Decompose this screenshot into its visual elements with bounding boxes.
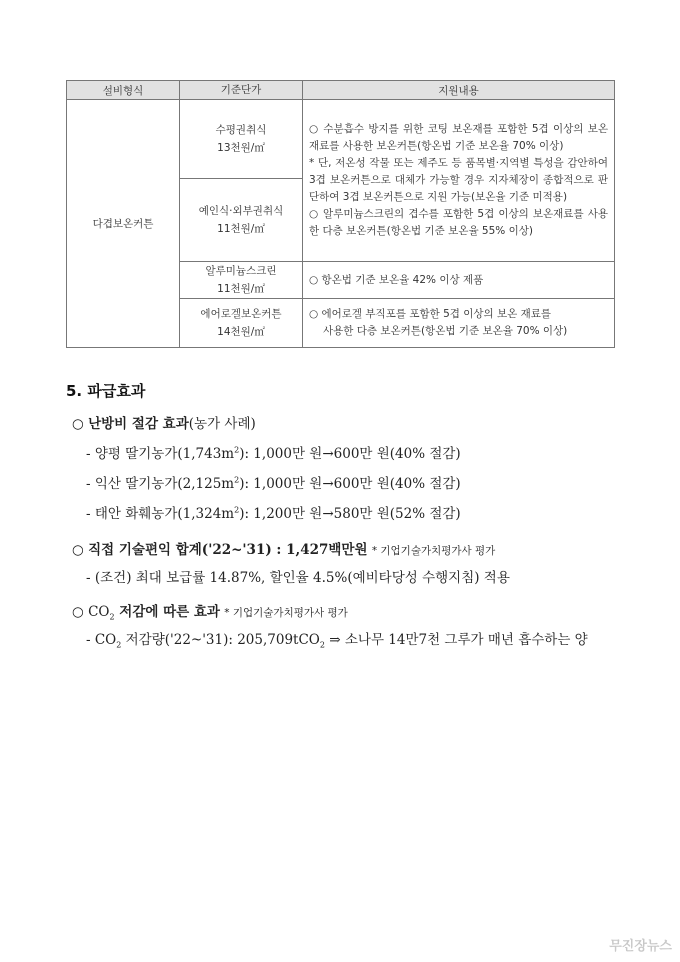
section-title: 5. 파급효과 xyxy=(66,382,146,400)
price-cell xyxy=(180,100,303,179)
row-name: 에어로겔보온커튼 xyxy=(200,308,282,320)
case-text: - 익산 딸기농가(2,125m xyxy=(86,476,235,492)
support-spec-table xyxy=(66,80,615,348)
equipment-type-cell: 다겹보온커튼 xyxy=(67,100,180,348)
case-tail: ): 1,200만 원→580만 원(52% 절감) xyxy=(239,506,461,522)
header-unit-price: 기준단가 xyxy=(180,81,303,100)
item-heading-rest: (농가 사례) xyxy=(188,416,256,432)
list-item xyxy=(86,442,461,462)
superscript: 2 xyxy=(234,475,240,485)
content-cell xyxy=(303,100,615,262)
list-item xyxy=(86,502,461,522)
header-equipment-type: 설비형식 xyxy=(67,81,180,100)
price-cell xyxy=(180,299,303,348)
case-tail: ): 1,000만 원→600만 원(40% 절감) xyxy=(239,476,461,492)
row-name: 알루미늄스크린 xyxy=(205,265,277,277)
case-text: - 양평 딸기농가(1,743m xyxy=(86,446,235,462)
header-support-content: 지원내용 xyxy=(303,81,615,100)
list-item xyxy=(86,472,461,492)
item-heading: 난방비 절감 효과 xyxy=(88,416,189,432)
co2-label xyxy=(88,604,115,620)
case-text: - 태안 화훼농가(1,324m xyxy=(86,506,235,522)
effect-item-co2 xyxy=(72,600,348,622)
content-line: 사용한 다층 보온커튼(항온법 기준 보온율 70% 이상) xyxy=(323,325,568,337)
co2-mid: 저감량('22~'31): 205,709tCO xyxy=(121,632,320,648)
list-item: - (조건) 최대 보급률 14.87%, 할인율 4.5%(예비타당성 수행지침) 적용 xyxy=(86,570,510,586)
row-price: 11천원/㎡ xyxy=(217,223,265,235)
co2-post: ⇒ 소나무 14만7천 그루가 매년 흡수하는 양 xyxy=(324,632,588,648)
bullet-circle: ○ xyxy=(72,604,84,620)
case-tail: ): 1,000만 원→600만 원(40% 절감) xyxy=(239,446,461,462)
watermark-logo: 무진장뉴스 xyxy=(609,939,672,954)
content-line: ○ 에어로겔 부직포를 포함한 5겹 이상의 보온 재료를 xyxy=(309,308,552,320)
superscript: 2 xyxy=(234,445,240,455)
content-item: ○ 수분흡수 방지를 위한 코팅 보온재를 포함한 5겹 이상의 보온 재료를 사용한 보온커튼(항온법 기준 보온율 70% 이상) xyxy=(309,123,608,152)
price-cell xyxy=(180,262,303,299)
content-cell: ○ 항온법 기준 보온율 42% 이상 제품 xyxy=(303,262,615,299)
item-heading: 저감에 따른 효과 xyxy=(114,604,220,620)
bullet-circle: ○ xyxy=(72,416,84,432)
row-price: 13천원/㎡ xyxy=(217,142,265,154)
item-heading: 직접 기술편익 합계('22~'31) : 1,427백만원 xyxy=(88,542,368,558)
effect-item-heating xyxy=(72,412,256,432)
content-cell xyxy=(303,299,615,348)
row-name: 예인식·외부권취식 xyxy=(198,205,284,217)
price-cell xyxy=(180,179,303,262)
item-note: * 기업기술가치평가사 평가 xyxy=(371,545,496,557)
content-item: ○ 알루미늄스크린의 겹수를 포함한 5겹 이상의 보온재료를 사용한 다층 보온커튼(항온법 기준 보온율 55% 이상) xyxy=(309,208,608,237)
co2-pre: - CO xyxy=(86,632,117,648)
table-row xyxy=(67,100,615,179)
item-note: * 기업기술가치평가사 평가 xyxy=(224,607,348,619)
row-price: 14천원/㎡ xyxy=(217,326,265,338)
content-note: * 단, 저온성 작물 또는 제주도 등 품목별·지역별 특성을 감안하여 3겹 보온커튼으로 대체가 가능할 경우 지자체장이 종합적으로 판단하여 3겹 보온커튼으로 지원 가능(보온율 기준 미적용) xyxy=(309,157,608,203)
subscript: 2 xyxy=(116,640,122,650)
bullet-circle: ○ xyxy=(72,542,84,558)
list-item xyxy=(86,628,588,650)
subscript: 2 xyxy=(109,612,115,622)
co2-text: CO xyxy=(88,604,110,620)
table-header-row xyxy=(67,81,615,100)
row-name: 수평권취식 xyxy=(215,124,267,136)
superscript: 2 xyxy=(234,505,240,515)
row-price: 11천원/㎡ xyxy=(217,283,265,295)
effect-item-benefit xyxy=(72,538,495,558)
subscript: 2 xyxy=(319,640,325,650)
